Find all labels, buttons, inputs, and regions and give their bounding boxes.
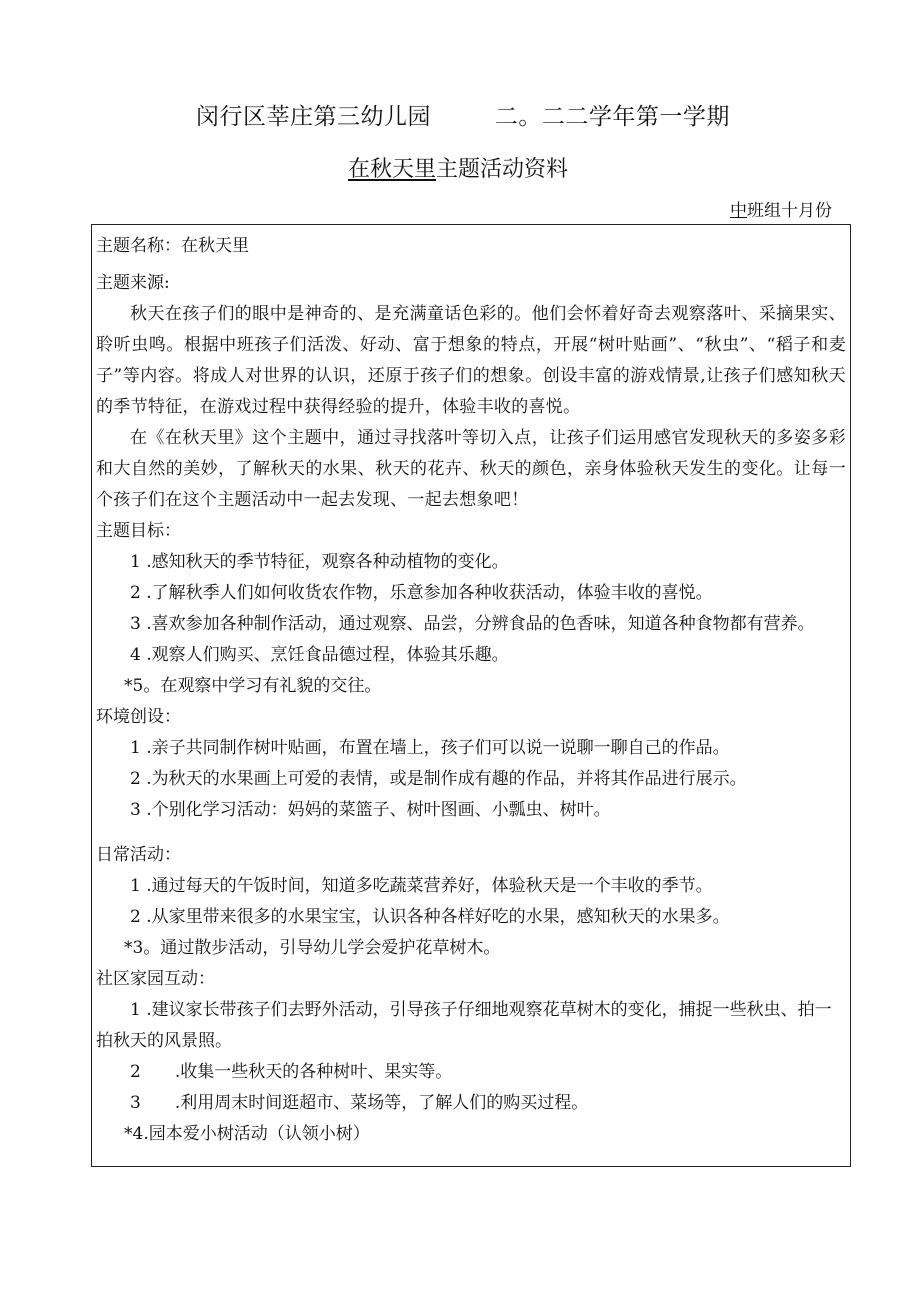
school-name: 闵行区莘庄第三幼儿园 bbox=[196, 104, 431, 130]
goal-item: 1 .感知秋天的季节特征，观察各种动植物的变化。 bbox=[130, 552, 509, 572]
document-title bbox=[196, 98, 730, 131]
school-term: 二。二二学年第一学期 bbox=[494, 104, 730, 130]
env-item: 1 .亲子共同制作树叶贴画，布置在墙上，孩子们可以说一说聊一聊自己的作品。 bbox=[130, 738, 730, 758]
community-item: 1 .建议家长带孩子们去野外活动，引导孩子仔细地观察花草树木的变化，捕捉一些秋虫、拍一拍秋天的风景照。 bbox=[96, 1000, 832, 1051]
env-heading: 环境创设： bbox=[96, 707, 181, 727]
theme-suffix: 主题活动资料 bbox=[436, 157, 569, 182]
group-label-first: 中 bbox=[730, 201, 747, 221]
daily-item: *3。通过散步活动，引导幼儿学会爱护花草树木。 bbox=[124, 938, 501, 958]
theme-title: 在秋天里 bbox=[348, 157, 437, 182]
community-item: 2 .收集一些秋天的各种树叶、果实等。 bbox=[130, 1062, 453, 1082]
document-subtitle bbox=[348, 152, 568, 183]
content-box bbox=[91, 224, 851, 1167]
source-heading: 主题来源: bbox=[96, 273, 170, 293]
goal-item: 3 .喜欢参加各种制作活动，通过观察、品尝，分辨食品的色香味，知道各种食物都有营养。 bbox=[130, 614, 815, 634]
community-item: 3 .利用周末时间逛超市、菜场等，了解人们的购买过程。 bbox=[130, 1093, 589, 1113]
community-heading: 社区家园互动： bbox=[96, 969, 215, 989]
goals-heading: 主题目标： bbox=[96, 521, 181, 541]
group-label-rest: 班组十月份 bbox=[747, 201, 832, 221]
source-paragraph: 秋天在孩子们的眼中是神奇的、是充满童话色彩的。他们会怀着好奇去观察落叶、采摘果实、聆听虫鸣。根据中班孩子们活泼、好动、富于想象的特点，开展“树叶贴画”、“秋虫”、“稻子和麦子”等内容。将成人对世界的认识，还原于孩子们的想象。创设丰富的游戏情景,让孩子们感知秋天的季节特征，在游戏过程中获得经验的提升，体验丰收的喜悦。 bbox=[96, 304, 846, 417]
goal-item: 4 .观察人们购买、烹饪食品德过程，体验其乐趣。 bbox=[130, 645, 509, 665]
source-paragraph: 在《在秋天里》这个主题中，通过寻找落叶等切入点，让孩子们运用感官发现秋天的多姿多彩和大自然的美妙，了解秋天的水果、秋天的花卉、秋天的颜色，亲身体验秋天发生的变化。让每一个孩子们在这个主题活动中一起去发现、一起去想象吧！ bbox=[96, 428, 846, 510]
group-label bbox=[730, 196, 832, 221]
env-item: 2 .为秋天的水果画上可爱的表情，或是制作成有趣的作品，并将其作品进行展示。 bbox=[130, 769, 747, 789]
daily-item: 2 .从家里带来很多的水果宝宝，认识各种各样好吃的水果，感知秋天的水果多。 bbox=[130, 907, 730, 927]
daily-heading: 日常活动： bbox=[96, 845, 181, 865]
community-item: *4.园本爱小树活动（认领小树） bbox=[124, 1124, 370, 1144]
daily-item: 1 .通过每天的午饭时间，知道多吃蔬菜营养好，体验秋天是一个丰收的季节。 bbox=[130, 876, 713, 896]
env-item: 3 .个别化学习活动：妈妈的菜篮子、树叶图画、小瓢虫、树叶。 bbox=[130, 800, 611, 820]
goal-item: 2 .了解秋季人们如何收货农作物，乐意参加各种收获活动，体验丰收的喜悦。 bbox=[130, 583, 713, 603]
content-body bbox=[96, 231, 846, 1150]
goal-item: *5。在观察中学习有礼貌的交往。 bbox=[124, 676, 382, 696]
theme-name-heading: 主题名称：在秋天里 bbox=[96, 236, 249, 256]
